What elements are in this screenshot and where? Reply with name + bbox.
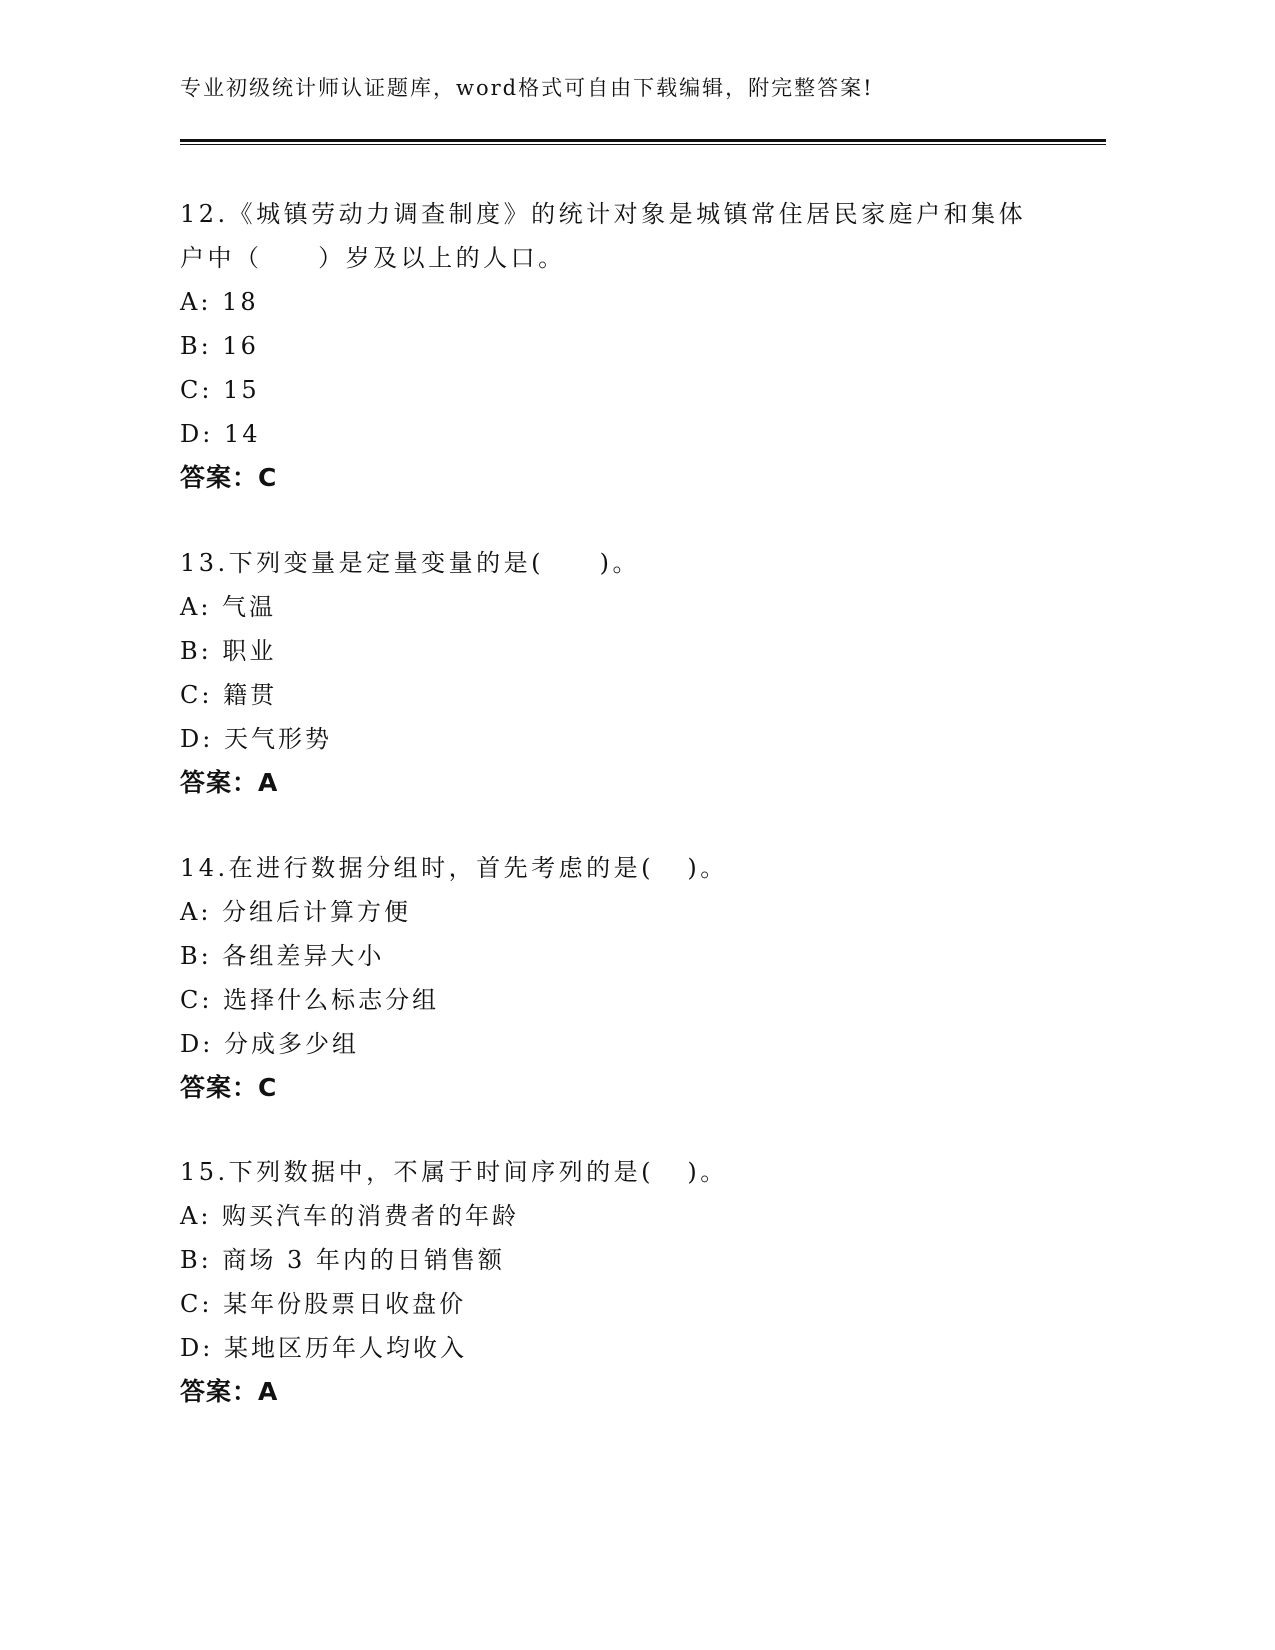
- question-12: [180, 192, 1060, 500]
- answer-value: C: [258, 463, 277, 492]
- option-a: A: 分组后计算方便: [180, 898, 412, 926]
- option-d: D: 天气形势: [180, 725, 332, 753]
- option-c: C: 某年份股票日收盘价: [180, 1290, 467, 1318]
- option-a: A: 购买汽车的消费者的年龄: [180, 1202, 520, 1230]
- answer-line: [180, 1370, 1060, 1414]
- question-14: [180, 846, 1060, 1110]
- answer-value: A: [258, 768, 278, 797]
- option-c: C: 15: [180, 376, 260, 404]
- option-b: B: 职业: [180, 637, 277, 665]
- answer-line: [180, 1066, 1060, 1110]
- option-d: D: 14: [180, 420, 261, 448]
- page-header: 专业初级统计师认证题库，word格式可自由下载编辑，附完整答案!: [180, 76, 874, 100]
- answer-value: C: [258, 1073, 277, 1102]
- option-c: C: 选择什么标志分组: [180, 986, 440, 1014]
- question-stem-line: 15.下列数据中，不属于时间序列的是( )。: [180, 1158, 728, 1186]
- option-b: B: 16: [180, 332, 259, 360]
- answer-label: 答案：: [180, 1377, 259, 1406]
- header-rule-thin: [180, 144, 1106, 145]
- answer-label: 答案：: [180, 463, 259, 492]
- question-stem-line: 户中（ ）岁及以上的人口。: [180, 244, 566, 272]
- question-15: [180, 1150, 1060, 1414]
- answer-line: [180, 456, 1060, 500]
- answer-label: 答案：: [180, 768, 259, 797]
- option-b: B: 各组差异大小: [180, 942, 385, 970]
- question-13: [180, 541, 1060, 805]
- question-stem-line: 14.在进行数据分组时，首先考虑的是( )。: [180, 854, 728, 882]
- option-b: B: 商场 3 年内的日销售额: [180, 1246, 505, 1274]
- question-stem-line: 13.下列变量是定量变量的是( )。: [180, 549, 641, 577]
- answer-value: A: [258, 1377, 278, 1406]
- option-a: A: 气温: [180, 593, 277, 621]
- header-rule-thick: [180, 139, 1106, 142]
- answer-line: [180, 761, 1060, 805]
- option-d: D: 分成多少组: [180, 1030, 359, 1058]
- question-stem-line: 12.《城镇劳动力调查制度》的统计对象是城镇常住居民家庭户和集体: [180, 200, 1027, 228]
- option-c: C: 籍贯: [180, 681, 278, 709]
- answer-label: 答案：: [180, 1073, 259, 1102]
- option-a: A: 18: [180, 288, 259, 316]
- option-d: D: 某地区历年人均收入: [180, 1334, 467, 1362]
